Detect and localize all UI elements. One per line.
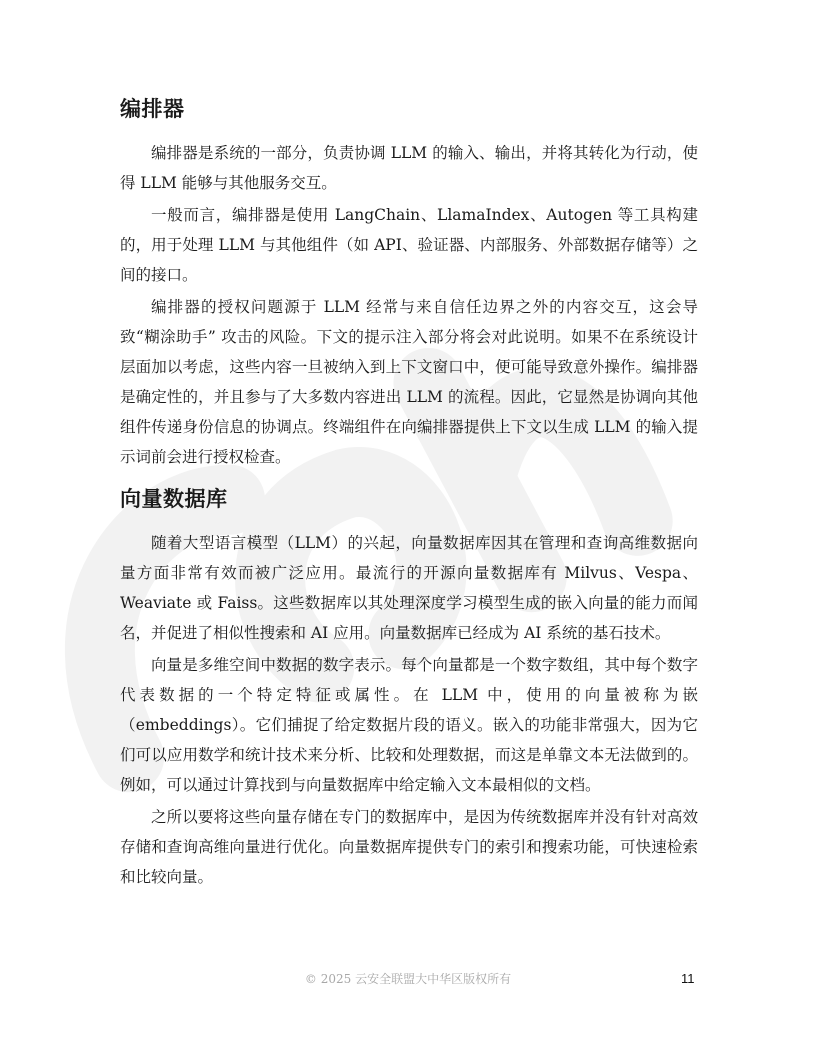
paragraph: 向量是多维空间中数据的数字表示。每个向量都是一个数字数组，其中每个数字代表数据的一个特定特征或属性。在 LLM 中，使用的向量被称为嵌（embeddings）。它们捕捉了给定数据片段的语义。嵌入的功能非常强大，因为它们可以应用数学和统计技术来分析、比较和处理数据，而这是单靠文本无法做到的。例如，可以通过计算找到与向量数据库中给定输入文本最相似的文档。 <box>120 656 698 794</box>
paragraph: 编排器的授权问题源于 LLM 经常与来自信任边界之外的内容交互，这会导致“糊涂助手” 攻击的风险。下文的提示注入部分将会对此说明。如果不在系统设计层面加以考虑，这些内容一旦被纳入到上下文窗口中，便可能导致意外操作。编排器是确定性的，并且参与了大多数内容进出 LLM 的流程。因此，它显然是协调向其他组件传递身份信息的协调点。终端组件在向编排器提供上下文以生成 LLM 的输入提示词前会进行授权检查。 <box>120 298 698 466</box>
paragraph: 随着大型语言模型（LLM）的兴起，向量数据库因其在管理和查询高维数据向量方面非常有效而被广泛应用。最流行的开源向量数据库有 Milvus、Vespa、Weaviate 或 Faiss。这些数据库以其处理深度学习模型生成的嵌入向量的能力而闻名，并促进了相似性搜索和 AI 应用。向量数据库已经成为 AI 系统的基石技术。 <box>120 534 698 642</box>
paragraph: 之所以要将这些向量存储在专门的数据库中，是因为传统数据库并没有针对高效存储和查询高维向量进行优化。向量数据库提供专门的索引和搜索功能，可快速检索和比较向量。 <box>120 808 698 886</box>
copyright-notice: © 2025 云安全联盟大中华区版权所有 <box>304 972 512 986</box>
main-content <box>120 92 698 894</box>
page-number: 11 <box>681 971 695 986</box>
paragraph: 一般而言，编排器是使用 LangChain、LlamaIndex、Autogen 等工具构建的，用于处理 LLM 与其他组件（如 API、验证器、内部服务、外部数据存储等）之间的接口。 <box>120 206 698 284</box>
section-heading-vector-database: 向量数据库 <box>120 487 228 511</box>
paragraph: 编排器是系统的一部分，负责协调 LLM 的输入、输出，并将其转化为行动，使得 LLM 能够与其他服务交互。 <box>120 144 698 192</box>
page-footer <box>0 968 816 990</box>
section-heading-orchestrator: 编排器 <box>120 97 185 121</box>
